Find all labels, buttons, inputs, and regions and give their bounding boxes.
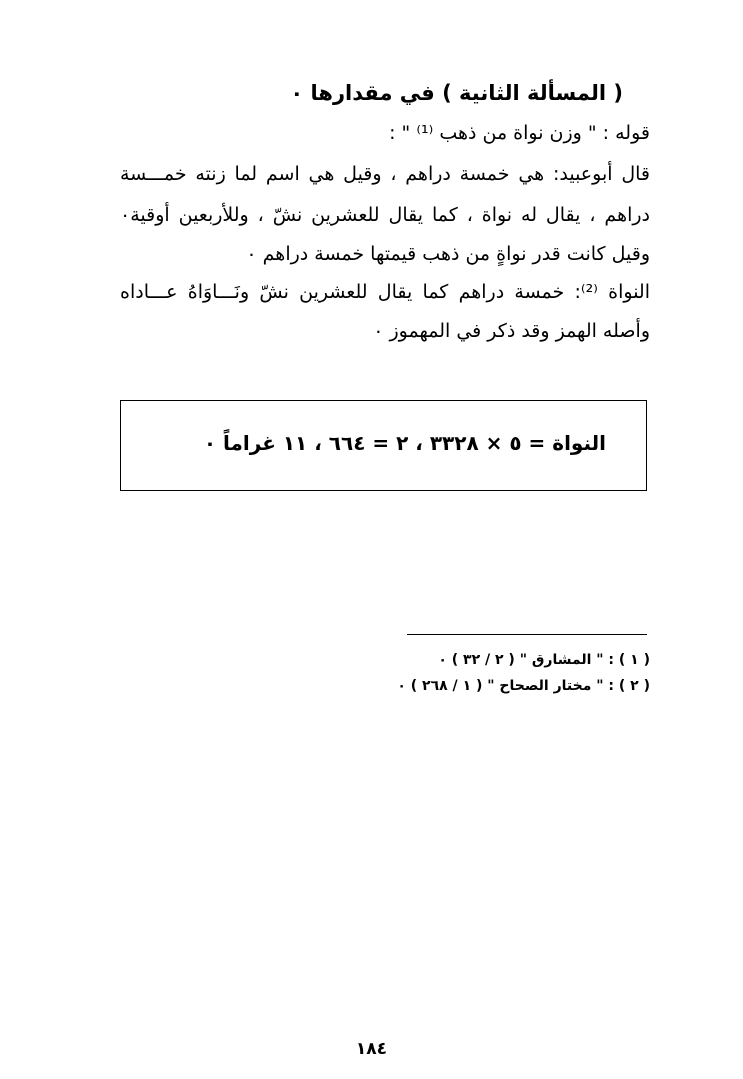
page-number: ١٨٤ [355, 1039, 388, 1059]
footnote-1: ( ١ ) : " المشارق " ( ٢ / ٣٢ ) ٠ [438, 652, 650, 668]
body-line-4: وقيل كانت قدر نواةٍ من ذهب قيمتها خمسة دراهم ٠ [246, 243, 650, 265]
body-line-1: قوله : " وزن نواة من ذهب ⁽¹⁾ " : [389, 122, 650, 144]
body-line-2: قال أبوعبيد: هي خمسة دراهم ، وقيل هي اسم لما زنته خمـــسة [120, 163, 650, 185]
formula-box [120, 400, 647, 491]
body-line-5: النواة ⁽²⁾: خمسة دراهم كما يقال للعشرين نشّ ونَـــاوَاهُ عـــاداه [120, 281, 650, 303]
footnote-2: ( ٢ ) : " مختار الصحاح " ( ١ / ٢٦٨ ) ٠ [397, 678, 650, 694]
body-line-3: دراهم ، يقال له نواة ، كما يقال للعشرين نشّ ، وللأربعين أوقية٠ [120, 204, 650, 226]
footnote-divider [407, 634, 647, 635]
body-line-6: وأصله الهمز وقد ذكر في المهموز ٠ [373, 320, 650, 342]
formula-text: النواة = ٥ × ٣٣٢٨ ، ٢ = ٦٦٤ ، ١١ غراماً ٠ [203, 431, 606, 455]
section-heading: ( المسألة الثانية ) في مقدارها ٠ [290, 81, 623, 105]
